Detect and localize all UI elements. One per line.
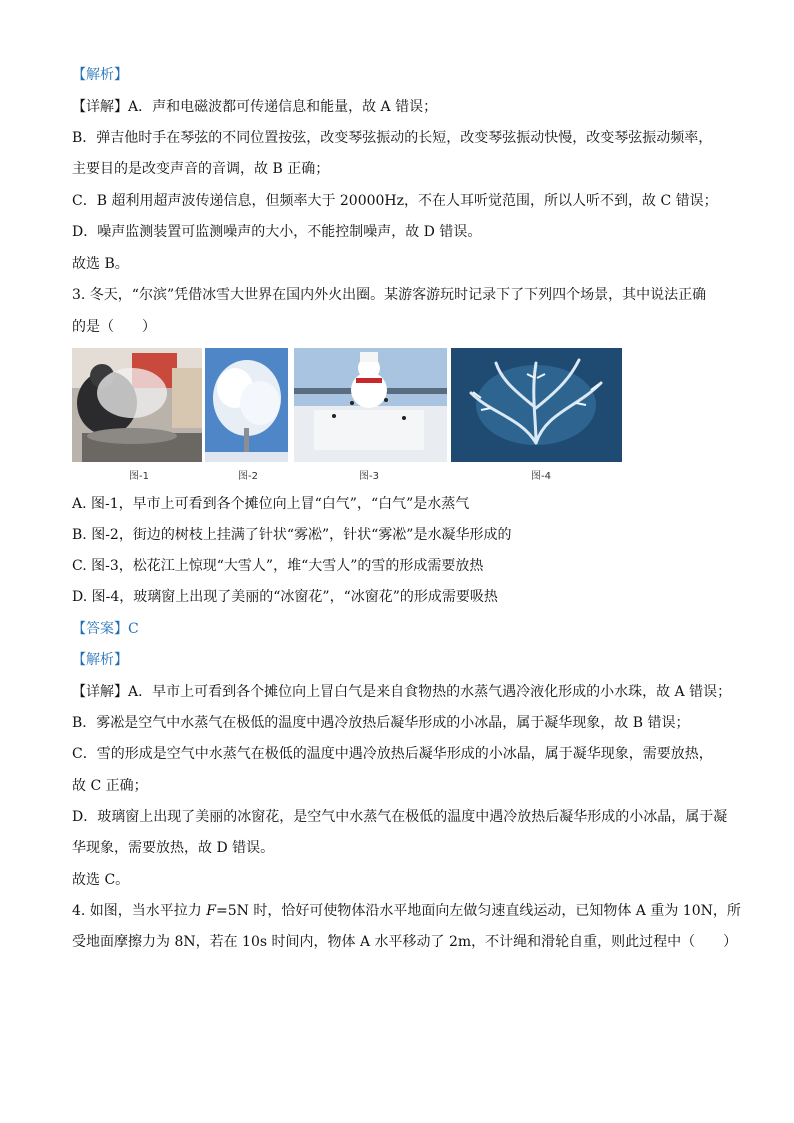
- answer-line: 【答案】C: [72, 621, 139, 637]
- figure-3-caption: 图-3: [359, 471, 379, 482]
- analysis-line: D．玻璃窗上出现了美丽的冰窗花，是空气中水蒸气在极低的温度中遇冷放热后凝华形成的小冰晶，属于凝: [72, 809, 728, 825]
- analysis-line: B．弹吉他时手在琴弦的不同位置按弦，改变琴弦振动的长短，改变琴弦振动快慢，改变琴弦振动频率，: [72, 130, 713, 146]
- analysis-line: 华现象，需要放热，故 D 错误。: [72, 840, 275, 856]
- analysis-line: C．B 超利用超声波传递信息，但频率大于 20000Hz，不在人耳听觉范围，所以人听不到，故 C 错误；: [72, 193, 718, 209]
- force-symbol: F: [206, 903, 216, 919]
- conclusion-line: 故选 C。: [72, 872, 130, 888]
- section-heading-analysis: 【解析】: [72, 67, 128, 83]
- section-heading-analysis: 【解析】: [72, 652, 128, 668]
- question-4-stem: [72, 902, 741, 920]
- analysis-line: 【详解】A．早市上可看到各个摊位向上冒白气是来自食物热的水蒸气遇冷液化形成的小水珠，故 A 错误；: [72, 684, 732, 700]
- analysis-line: C．雪的形成是空气中水蒸气在极低的温度中遇冷放热后凝华形成的小冰晶，属于凝华现象，需要放热，: [72, 746, 713, 762]
- question-4-stem-post: =5N 时，恰好可使物体沿水平地面向左做匀速直线运动，已知物体 A 重为 10N，所: [215, 903, 741, 919]
- figure-2-rime-tree: [205, 348, 288, 462]
- figure-4-ice-window: [451, 348, 622, 462]
- figure-2-caption: 图-2: [238, 471, 258, 482]
- option-c: C. 图-3，松花江上惊现“大雪人”，堆“大雪人”的雪的形成需要放热: [72, 558, 484, 574]
- conclusion-line: 故选 B。: [72, 256, 129, 272]
- option-d: D. 图-4，玻璃窗上出现了美丽的“冰窗花”，“冰窗花”的形成需要吸热: [72, 589, 498, 605]
- figure-1-caption: 图-1: [129, 471, 149, 482]
- analysis-line: D．噪声监测装置可监测噪声的大小，不能控制噪声，故 D 错误。: [72, 224, 482, 240]
- question-4-stem-cont: 受地面摩擦力为 8N，若在 10s 时间内，物体 A 水平移动了 2m，不计绳和滑轮自重，则此过程中（ ）: [72, 934, 738, 950]
- analysis-line: 主要目的是改变声音的音调，故 B 正确；: [72, 161, 330, 177]
- option-a: A. 图-1，早市上可看到各个摊位向上冒“白气”，“白气”是水蒸气: [72, 496, 470, 512]
- analysis-line: B．雾凇是空气中水蒸气在极低的温度中遇冷放热后凝华形成的小冰晶，属于凝华现象，故 B 错误；: [72, 715, 690, 731]
- option-b: B. 图-2，街边的树枝上挂满了针状“雾凇”，针状“雾凇”是水凝华形成的: [72, 527, 512, 543]
- figure-3-snowman: [294, 348, 447, 462]
- analysis-line: 故 C 正确；: [72, 778, 148, 794]
- figure-1-market-steam: [72, 348, 202, 462]
- analysis-line: 【详解】A．声和电磁波都可传递信息和能量，故 A 错误；: [72, 99, 438, 115]
- question-3-stem: 3. 冬天，“尔滨”凭借冰雪大世界在国内外火出圈。某游客游玩时记录下了下列四个场景，其中说法正确: [72, 287, 707, 303]
- figure-4-caption: 图-4: [531, 471, 551, 482]
- question-4-stem-pre: 4. 如图，当水平拉力: [72, 903, 207, 919]
- question-3-stem-cont: 的是（ ）: [72, 319, 156, 335]
